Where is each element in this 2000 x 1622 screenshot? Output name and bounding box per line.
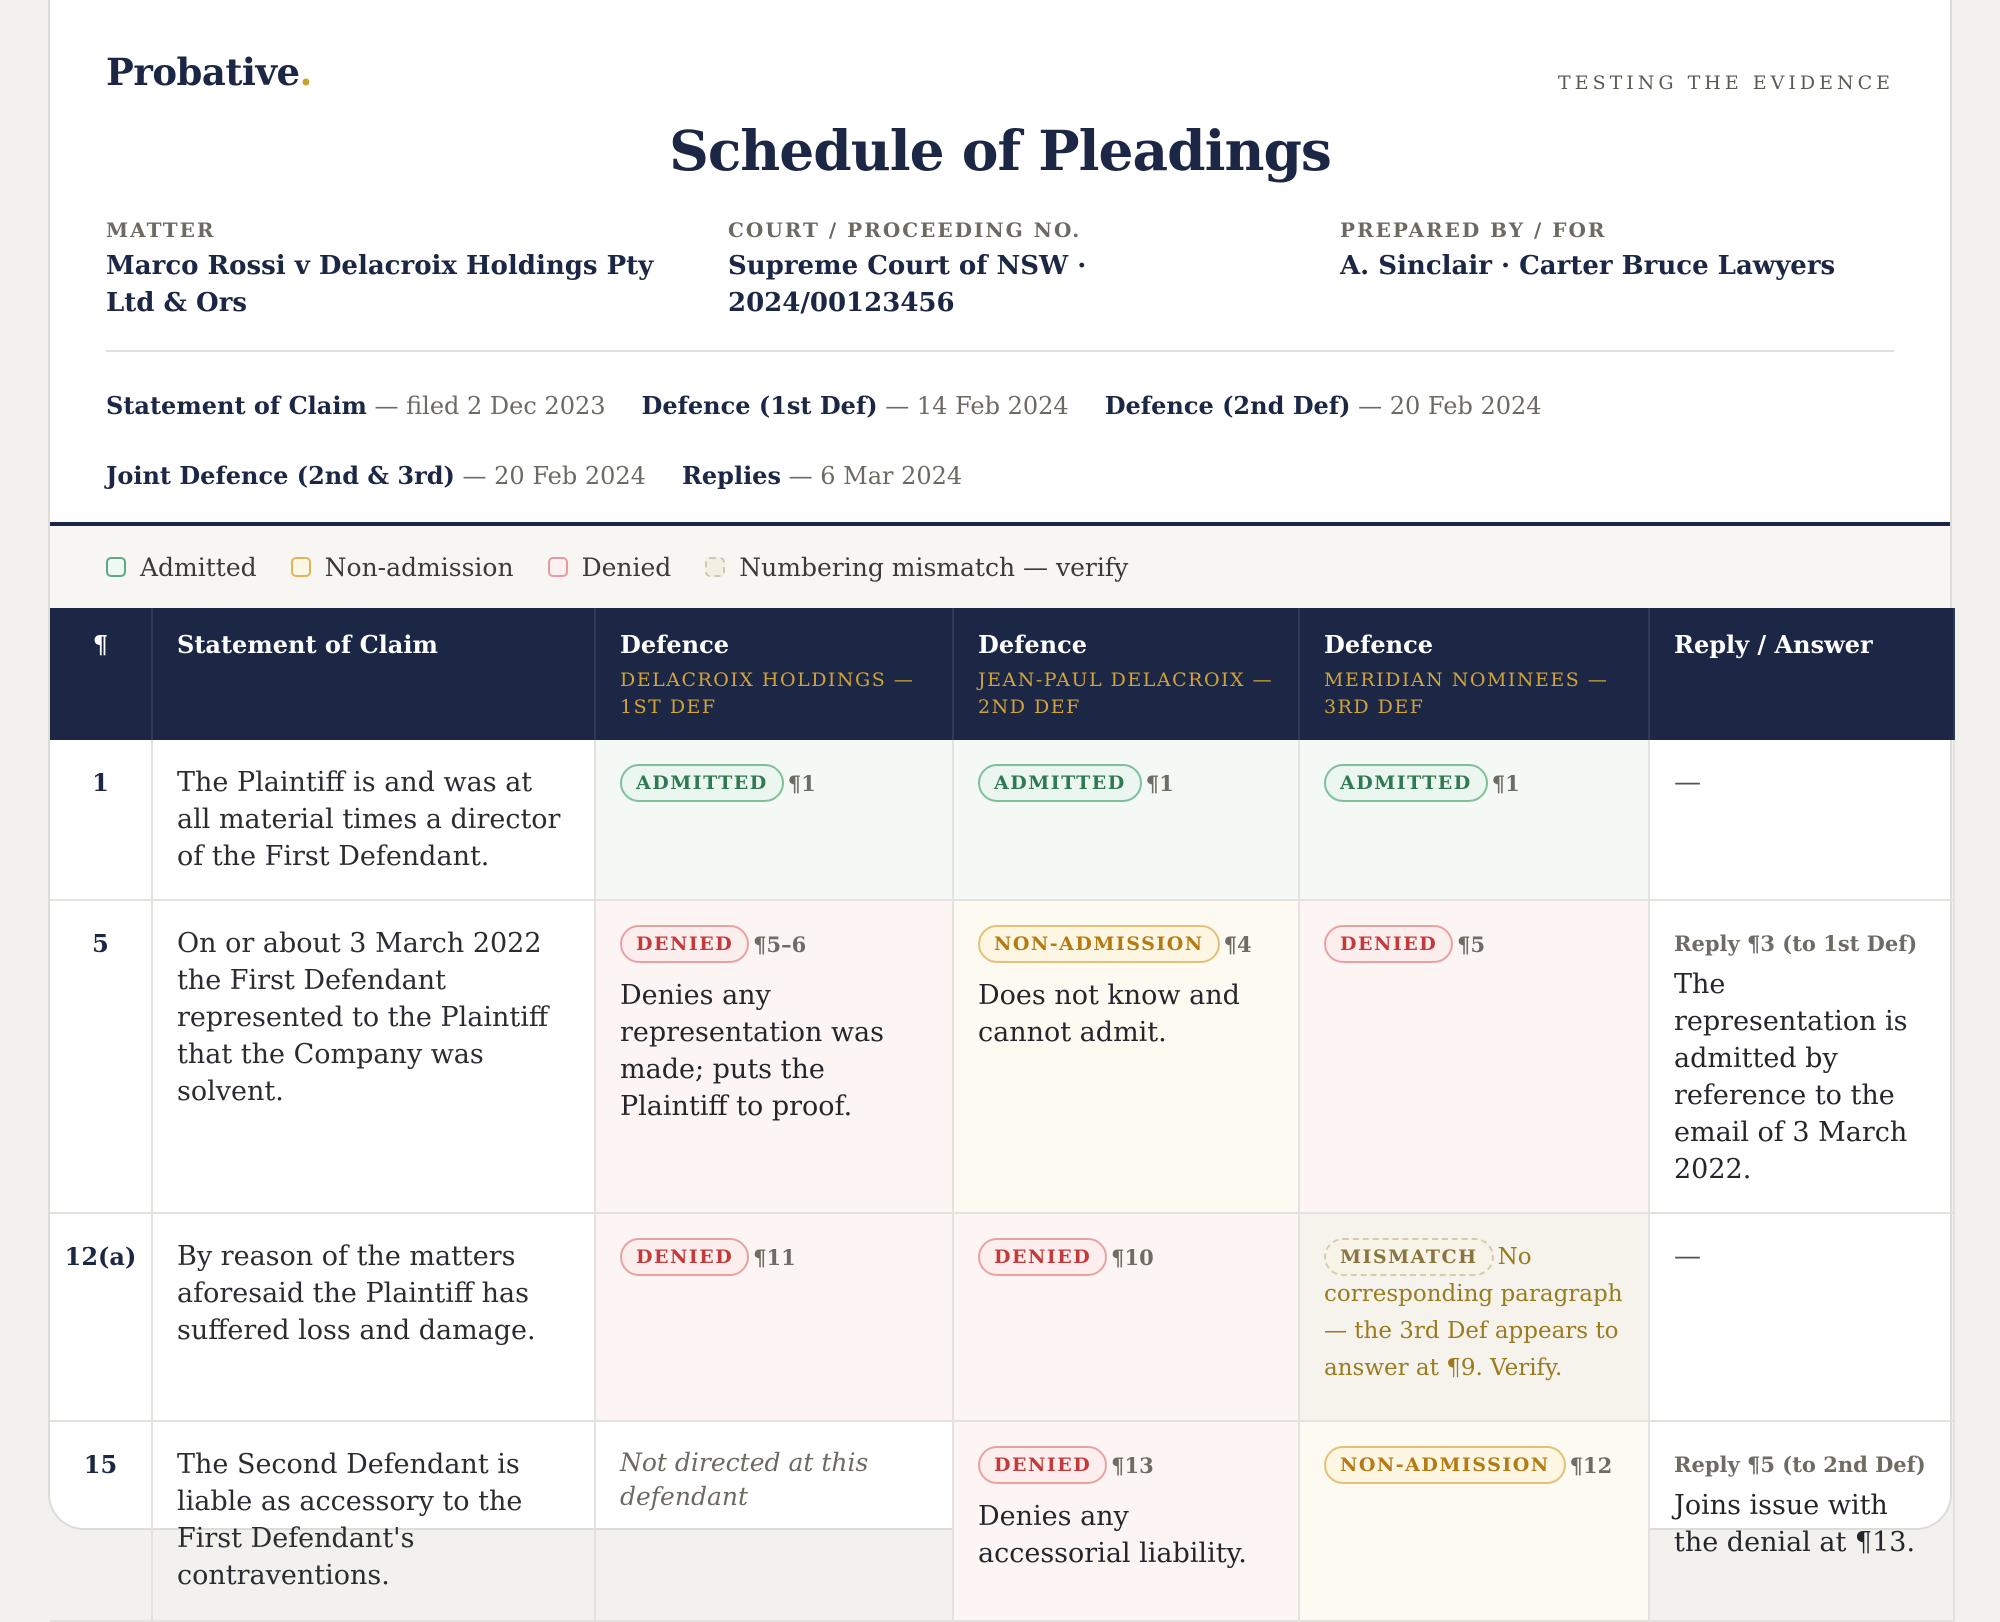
header-defence-title: Defence bbox=[1324, 630, 1434, 659]
table-header-row bbox=[50, 608, 1954, 740]
document-card bbox=[48, 0, 1952, 1591]
claim-text: The Plaintiff is and was at all material times a director of the First Defendant. bbox=[152, 740, 595, 900]
legend-admitted bbox=[106, 553, 257, 582]
header-defence-party: JEAN-PAUL DELACROIX — 2ND DEF bbox=[978, 669, 1274, 718]
court-block bbox=[728, 218, 1288, 322]
legend-label: Admitted bbox=[140, 552, 257, 582]
admitted-swatch bbox=[106, 557, 126, 577]
reply-cell[interactable] bbox=[1649, 1213, 1954, 1421]
legend-non-admission bbox=[291, 553, 514, 582]
defence-1-cell[interactable] bbox=[595, 740, 953, 900]
paragraph-ref: ¶4 bbox=[1223, 931, 1252, 957]
brand-name: Probative bbox=[106, 50, 300, 94]
defence-3-cell[interactable] bbox=[1299, 740, 1649, 900]
table-row[interactable] bbox=[50, 900, 1954, 1213]
filing-defence-2nd[interactable] bbox=[1105, 391, 1542, 420]
defence-text: Does not know and cannot admit. bbox=[978, 980, 1240, 1048]
filing-replies[interactable] bbox=[682, 461, 962, 490]
header-defence-party: DELACROIX HOLDINGS — 1ST DEF bbox=[620, 669, 915, 718]
header-paragraph: ¶ bbox=[50, 608, 152, 740]
document-header bbox=[50, 0, 1950, 522]
defence-3-cell[interactable] bbox=[1299, 1213, 1649, 1421]
denied-badge: DENIED bbox=[978, 1238, 1107, 1276]
reply-cell[interactable] bbox=[1649, 900, 1954, 1213]
reply-cell[interactable] bbox=[1649, 1421, 1954, 1621]
defence-3-cell[interactable] bbox=[1299, 1421, 1649, 1621]
paragraph-ref: ¶1 bbox=[1145, 770, 1174, 796]
filing-date: — 14 Feb 2024 bbox=[885, 391, 1069, 420]
defence-2-cell[interactable] bbox=[953, 1213, 1299, 1421]
divider bbox=[106, 350, 1894, 352]
matter-label: MATTER bbox=[106, 218, 216, 242]
paragraph-ref: ¶11 bbox=[753, 1244, 796, 1270]
admitted-badge: ADMITTED bbox=[620, 764, 784, 802]
claim-text: On or about 3 March 2022 the First Defendant represented to the Plaintiff that the Company was solvent. bbox=[152, 900, 595, 1213]
paragraph-number: 5 bbox=[50, 900, 152, 1213]
paragraph-ref: ¶1 bbox=[1491, 770, 1520, 796]
brand-logo[interactable] bbox=[106, 50, 312, 94]
defence-2-cell[interactable] bbox=[953, 1421, 1299, 1621]
denied-badge: DENIED bbox=[1324, 925, 1453, 963]
reply-empty: — bbox=[1674, 767, 1701, 798]
not-directed-note: Not directed at this defendant bbox=[620, 1448, 869, 1511]
legend-mismatch bbox=[705, 553, 1128, 582]
defence-text: Denies any representation was made; puts the Plaintiff to proof. bbox=[620, 980, 885, 1122]
header-defence-3 bbox=[1299, 608, 1649, 740]
reply-text: The representation is admitted by reference to the email of 3 March 2022. bbox=[1674, 969, 1908, 1185]
court-label: COURT / PROCEEDING NO. bbox=[728, 218, 1082, 242]
filing-name: Statement of Claim bbox=[106, 390, 367, 420]
paragraph-ref: ¶10 bbox=[1111, 1244, 1154, 1270]
reply-reference: Reply ¶3 (to 1st Def) bbox=[1674, 931, 1918, 956]
claim-text: By reason of the matters aforesaid the Plaintiff has suffered loss and damage. bbox=[152, 1213, 595, 1421]
denied-badge: DENIED bbox=[978, 1446, 1107, 1484]
prepared-value: A. Sinclair · Carter Bruce Lawyers bbox=[1340, 251, 1836, 281]
filing-name: Joint Defence (2nd & 3rd) bbox=[106, 460, 455, 490]
legend bbox=[50, 522, 1950, 608]
filing-date: — 6 Mar 2024 bbox=[788, 461, 963, 490]
tagline: TESTING THE EVIDENCE bbox=[1558, 72, 1894, 94]
prepared-block bbox=[1340, 218, 1900, 285]
mismatch-lead: No bbox=[1497, 1243, 1532, 1270]
paragraph-number: 1 bbox=[50, 740, 152, 900]
mismatch-badge: MISMATCH bbox=[1324, 1238, 1494, 1276]
paragraph-ref: ¶12 bbox=[1569, 1452, 1613, 1478]
filings-list bbox=[106, 370, 1706, 510]
non-admission-swatch bbox=[291, 557, 311, 577]
matter-block bbox=[106, 218, 666, 322]
header-defence-party: MERIDIAN NOMINEES — 3RD DEF bbox=[1324, 669, 1609, 718]
denied-badge: DENIED bbox=[620, 1238, 749, 1276]
claim-text: The Second Defendant is liable as accessory to the First Defendant's contraventions. bbox=[152, 1421, 595, 1621]
reply-cell[interactable] bbox=[1649, 740, 1954, 900]
legend-label: Denied bbox=[581, 552, 672, 582]
filing-name: Defence (2nd Def) bbox=[1104, 390, 1351, 420]
reply-empty: — bbox=[1674, 1241, 1701, 1272]
paragraph-ref: ¶5 bbox=[1457, 931, 1486, 957]
paragraph-number: 12(a) bbox=[50, 1213, 152, 1421]
admitted-badge: ADMITTED bbox=[1324, 764, 1488, 802]
paragraph-number: 15 bbox=[50, 1421, 152, 1621]
admitted-badge: ADMITTED bbox=[978, 764, 1142, 802]
pleadings-table bbox=[50, 608, 1955, 1622]
filing-date: — 20 Feb 2024 bbox=[462, 461, 646, 490]
denied-badge: DENIED bbox=[620, 925, 749, 963]
filing-name: Defence (1st Def) bbox=[641, 390, 878, 420]
matter-value: Marco Rossi v Delacroix Holdings Pty Ltd & Ors bbox=[106, 251, 654, 318]
prepared-label: PREPARED BY / FOR bbox=[1340, 218, 1607, 242]
defence-3-cell[interactable] bbox=[1299, 900, 1649, 1213]
reply-reference: Reply ¶5 (to 2nd Def) bbox=[1674, 1452, 1926, 1477]
header-defence-2 bbox=[953, 608, 1299, 740]
legend-denied bbox=[548, 553, 672, 582]
reply-text: Joins issue with the denial at ¶13. bbox=[1674, 1490, 1916, 1558]
legend-label: Numbering mismatch — verify bbox=[739, 552, 1129, 582]
header-claim: Statement of Claim bbox=[152, 608, 595, 740]
court-value: Supreme Court of NSW · 2024/00123456 bbox=[728, 251, 1087, 318]
filing-joint-defence[interactable] bbox=[106, 461, 646, 490]
non-admission-badge: NON-ADMISSION bbox=[1324, 1446, 1566, 1484]
header-defence-title: Defence bbox=[978, 630, 1088, 659]
defence-2-cell[interactable] bbox=[953, 740, 1299, 900]
paragraph-ref: ¶13 bbox=[1111, 1452, 1154, 1478]
filing-date: — filed 2 Dec 2023 bbox=[374, 391, 606, 420]
mismatch-swatch bbox=[705, 557, 725, 577]
defence-1-cell[interactable] bbox=[595, 1421, 953, 1621]
filing-statement-of-claim[interactable] bbox=[106, 391, 606, 420]
header-defence-1 bbox=[595, 608, 953, 740]
filing-name: Replies bbox=[681, 460, 781, 490]
table-row[interactable] bbox=[50, 740, 1954, 900]
filing-defence-1st[interactable] bbox=[642, 391, 1069, 420]
defence-2-cell[interactable] bbox=[953, 900, 1299, 1213]
mismatch-note: corresponding paragraph — the 3rd Def appears to answer at ¶9. Verify. bbox=[1324, 1281, 1623, 1381]
page-title: Schedule of Pleadings bbox=[669, 118, 1331, 183]
paragraph-ref: ¶5–6 bbox=[753, 931, 807, 957]
legend-label: Non-admission bbox=[324, 552, 514, 582]
header-defence-title: Defence bbox=[620, 630, 730, 659]
defence-text: Denies any accessorial liability. bbox=[978, 1501, 1247, 1569]
defence-1-cell[interactable] bbox=[595, 1213, 953, 1421]
defence-1-cell[interactable] bbox=[595, 900, 953, 1213]
non-admission-badge: NON-ADMISSION bbox=[978, 925, 1220, 963]
table-row[interactable] bbox=[50, 1213, 1954, 1421]
filing-date: — 20 Feb 2024 bbox=[1358, 391, 1542, 420]
header-reply: Reply / Answer bbox=[1649, 608, 1954, 740]
brand-dot: . bbox=[299, 50, 312, 94]
paragraph-ref: ¶1 bbox=[787, 770, 816, 796]
table-row[interactable] bbox=[50, 1421, 1954, 1621]
denied-swatch bbox=[548, 557, 568, 577]
